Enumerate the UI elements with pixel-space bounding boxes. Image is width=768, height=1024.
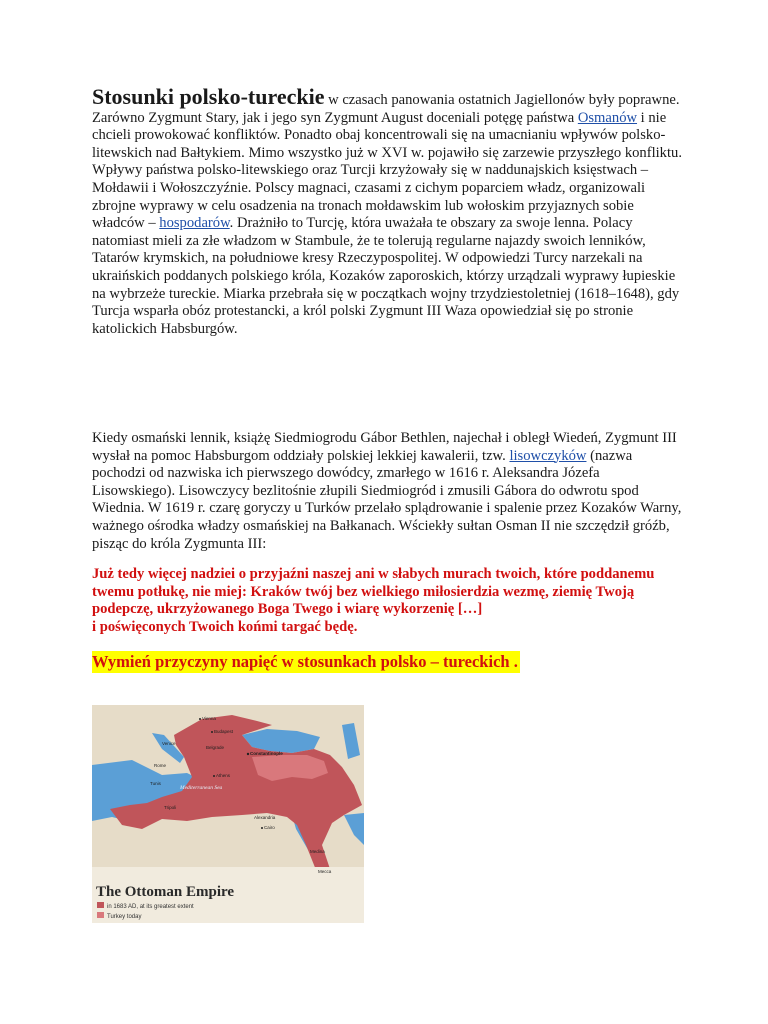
city-label-medina: Medina: [310, 849, 325, 854]
legend-turkey: Turkey today: [107, 914, 142, 920]
city-label-budapest: Budapest: [214, 729, 234, 734]
quote-line-2: i poświęconych Twoich końmi targać będę.: [92, 618, 358, 635]
legend-swatch-turkey: [97, 912, 104, 918]
city-label-cairo: Cairo: [264, 825, 275, 830]
turkey-today: [252, 755, 328, 781]
city-dot-cairo: [261, 827, 263, 829]
paragraph-1-text-b: i nie chcieli prowokować konfliktów. Ponadto obaj koncentrowali się na umacnianiu wpływów polsko-litewskich nad Bałtykiem. Mimo wszystko już w XVI w. pojawiło się zarzewie przyszłego konfliktu. Wpływy państwa polsko-litewskiego oraz Turcji krzyżowały się w naddunajskich księstwach – Mołdawii i Wołoszczyźnie. Polscy magnaci, czasami z cichym poparciem władz, organizowali zbrojne wyprawy w celu osadzenia na tronach mołdawskim lub wołoskim przyjaznych sobie władców –: [92, 109, 682, 232]
city-label-athens: Athens: [216, 773, 231, 778]
map-title: The Ottoman Empire: [96, 884, 235, 900]
city-label-belgrade: Belgrade: [206, 745, 225, 750]
city-label-tripoli: Tripoli: [164, 805, 177, 810]
section-title: Stosunki polsko-tureckie: [92, 84, 325, 109]
link-lisowczykow[interactable]: lisowczyków: [509, 447, 587, 464]
paragraph-1: [92, 86, 682, 338]
city-label-rome: Rome: [154, 763, 167, 768]
sultan-quote: [92, 566, 682, 636]
legend-1683: in 1683 AD, at its greatest extent: [107, 904, 194, 910]
ottoman-empire-map: [92, 705, 364, 923]
city-label-constantinople: Constantinople: [250, 751, 283, 756]
paragraph-2-text-a: Kiedy osmański lennik, książę Siedmiogrodu Gábor Bethlen, najechał i obległ Wiedeń, Zygmunt III wysłał na pomoc Habsburgom oddziały polskiej lekkiej kawalerii, tzw.: [92, 430, 677, 464]
city-label-vienna: Vienna: [202, 716, 216, 721]
city-label-mecca: Mecca: [318, 869, 332, 874]
paragraph-2-text-b: (nazwa pochodzi od nazwiska ich pierwszego dowódcy, zmarłego w 1616 r. Aleksandra Józefa Lisowskiego). Lisowczycy bezlitośnie złupili Siedmiogród i zmusili Gábora do odwrotu spod Wiednia. W 1619 r. czarę goryczy u Turków przelało splądrowanie i spalenie przez Kozaków Warny, ważnego ośrodka władzy osmańskiej na Bałkanach. Wściekły sułtan Osman II nie szczędził gróźb, pisząc do króla Zygmunta III:: [92, 447, 682, 552]
city-label-venice: Venice: [162, 741, 176, 746]
quote-line-1: Już tedy więcej nadziei o przyjaźni naszej ani w słabych murach twoich, które poddanemu twemu potłukę, nie miej: Kraków twój bez wielkiego miłosierdzia wezmę, ziemię Twoją podepczę, ukrzyżowanego Boga Twego i wiarę wykorzenię […]: [92, 566, 655, 618]
document-page: [92, 84, 682, 920]
city-label-alexandria: Alexandria: [254, 815, 276, 820]
paragraph-1-text-a: w czasach panowania ostatnich Jagiellonów były poprawne. Zarówno Zygmunt Stary, jak i jego syn Zygmunt August doceniali potęgę państwa: [92, 92, 680, 126]
sea-label: Mediterranean Sea: [180, 785, 223, 791]
city-dot-constantinople: [247, 753, 249, 755]
city-dot-budapest: [211, 731, 213, 733]
city-dot-athens: [213, 775, 215, 777]
link-osmanow[interactable]: Osmanów: [577, 109, 638, 126]
task-question: Wymień przyczyny napięć w stosunkach polsko – tureckich .: [92, 652, 518, 671]
city-label-tunis: Tunis: [150, 781, 161, 786]
legend-swatch-1683: [97, 902, 104, 908]
paragraph-1-text-c: . Drażniło to Turcję, która uważała te obszary za swoje lenna. Polacy natomiast mieli za złe władzom w Stambule, że te tolerują regularne najazdy swoich lenników, Tatarów krymskich, na południowe kresy Rzeczypospolitej. W odpowiedzi Turcy narzekali na ukraińskich poddanych polskiego króla, Kozaków zaporoskich, którzy urządzali wyprawy łupieskie na wybrzeże tureckie. Miarka przebrała się w początkach wojny trzydziestoletniej (1618–1648), gdy Turcja wsparła obóz protestancki, a król polski Zygmunt III Waza opowiedział się po stronie katolickich Habsburgów.: [92, 215, 680, 337]
map-graphic: [92, 705, 364, 923]
city-dot-vienna: [199, 718, 201, 720]
link-hospodarow[interactable]: hospodarów: [159, 215, 230, 232]
paragraph-2: [92, 430, 682, 553]
